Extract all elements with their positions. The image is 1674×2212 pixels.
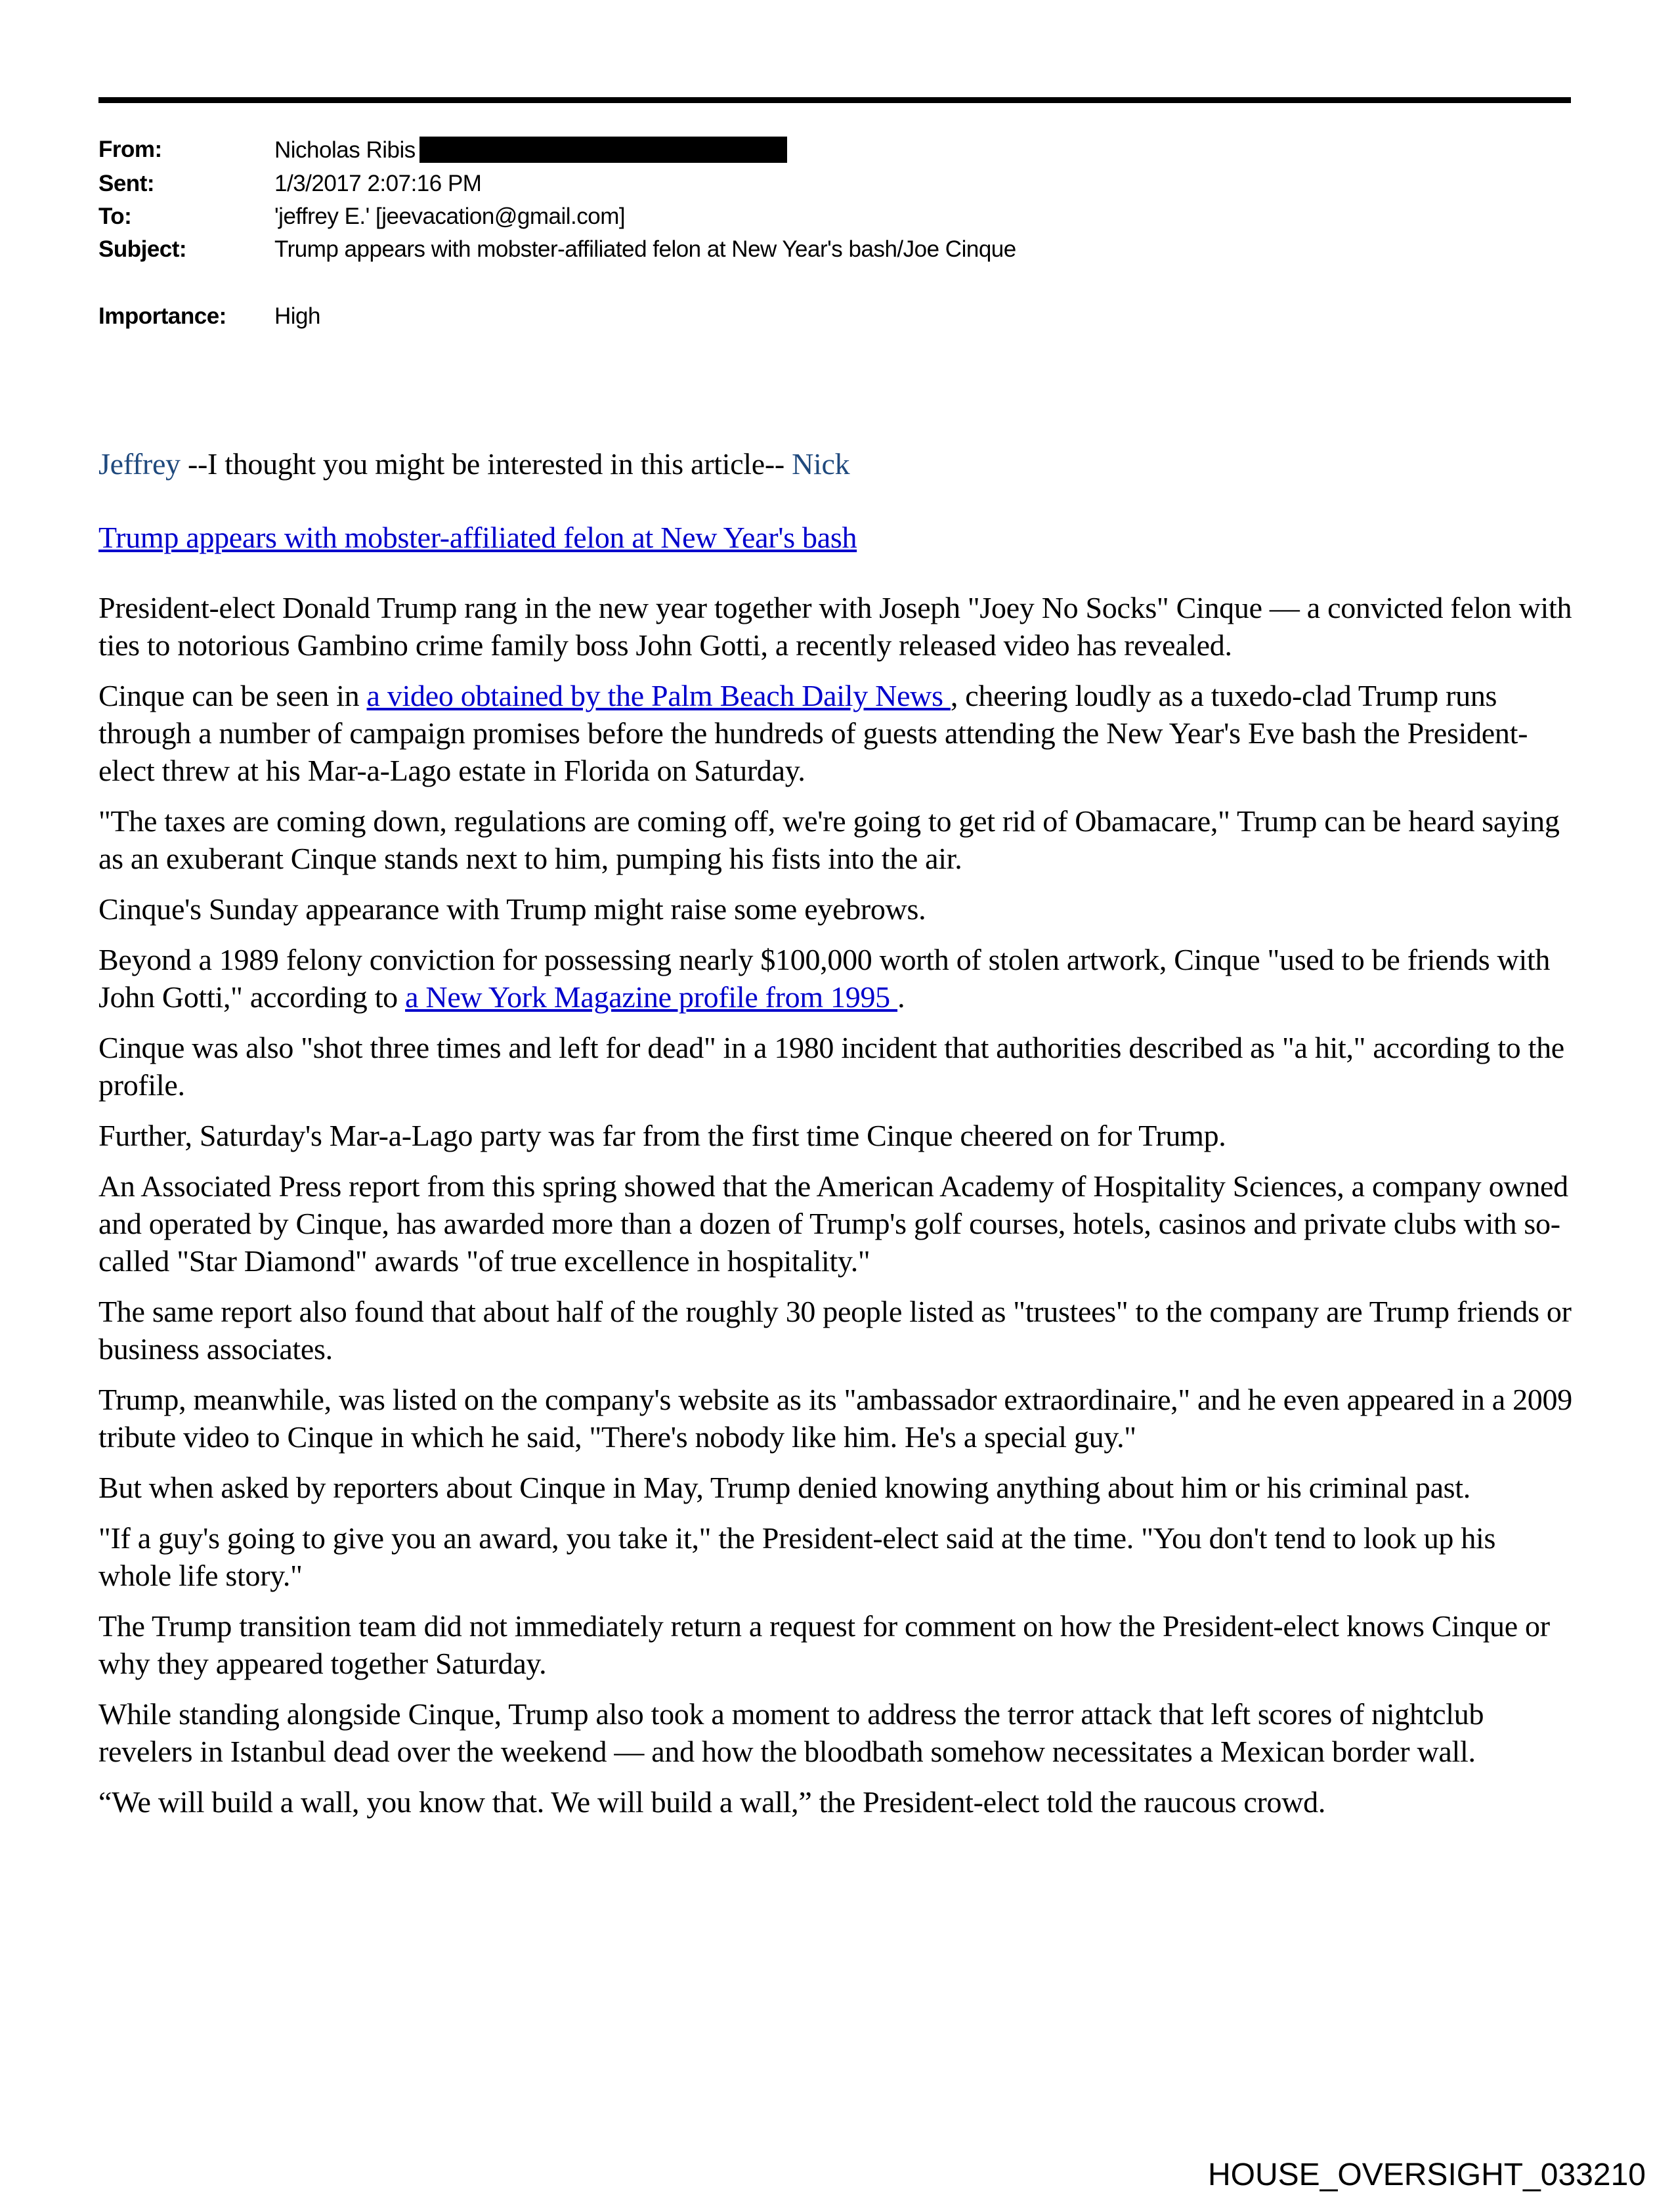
text: Beyond a 1989 felony conviction for possessing nearly $100,000 worth of stolen artwork, Cinque "used to be friends with John Gotti," according to bbox=[98, 943, 1551, 1014]
greeting: Jeffrey bbox=[98, 447, 181, 481]
paragraph: An Associated Press report from this spring showed that the American Academy of Hospitality Sciences, a company owned and operated by Cinque, has awarded more than a dozen of Trump's golf courses, hotels, casinos and private clubs with so-called "Star Diamond" awards "of true excellence in hospitality." bbox=[98, 1169, 1568, 1278]
text: Cinque can be seen in bbox=[98, 679, 367, 712]
paragraph: But when asked by reporters about Cinque in May, Trump denied knowing anything about him or his criminal past. bbox=[98, 1471, 1470, 1504]
paragraph: "If a guy's going to give you an award, you take it," the President-elect said at the time. "You don't tend to look up his whole life story." bbox=[98, 1521, 1496, 1592]
to-value: 'jeffrey E.' [jeevacation@gmail.com] bbox=[274, 204, 626, 229]
sender-name: Nicholas Ribis bbox=[274, 137, 416, 163]
ny-magazine-profile-link[interactable]: a New York Magazine profile from 1995 bbox=[405, 980, 898, 1014]
paragraph: The same report also found that about half of the roughly 30 people listed as "trustees" to the company are Trump friends or business associates. bbox=[98, 1295, 1572, 1366]
paragraph: Further, Saturday's Mar-a-Lago party was far from the first time Cinque cheered on for Trump. bbox=[98, 1119, 1226, 1152]
importance-label: Importance: bbox=[98, 303, 226, 329]
paragraph bbox=[98, 677, 1576, 789]
from-value bbox=[274, 137, 787, 163]
paragraph: "The taxes are coming down, regulations are coming off, we're going to get rid of Obamacare," Trump can be heard saying as an exuberant Cinque stands next to him, pumping his fists into the air. bbox=[98, 804, 1560, 875]
paragraph: President-elect Donald Trump rang in the new year together with Joseph "Joey No Socks" Cinque — a convicted felon with ties to notorious Gambino crime family boss John Gotti, a recently released video has revealed. bbox=[98, 591, 1572, 662]
to-label: To: bbox=[98, 204, 132, 229]
headline bbox=[98, 519, 1576, 556]
palm-beach-video-link[interactable]: a video obtained by the Palm Beach Daily News bbox=[366, 679, 951, 712]
text: . bbox=[897, 980, 905, 1014]
header-rule bbox=[98, 97, 1571, 103]
headline-link[interactable]: Trump appears with mobster-affiliated felon at New Year's bash bbox=[98, 521, 857, 554]
paragraph: While standing alongside Cinque, Trump also took a moment to address the terror attack that left scores of nightclub revelers in Istanbul dead over the weekend — and how the bloodbath somehow necessitates a Mexican border wall. bbox=[98, 1697, 1484, 1768]
importance-value: High bbox=[274, 303, 320, 329]
subject-value: Trump appears with mobster-affiliated felon at New Year's bash/Joe Cinque bbox=[274, 236, 1016, 262]
signature: Nick bbox=[792, 447, 850, 481]
paragraph: The Trump transition team did not immediately return a request for comment on how the President-elect knows Cinque or why they appeared together Saturday. bbox=[98, 1609, 1550, 1680]
paragraph: Cinque's Sunday appearance with Trump might raise some eyebrows. bbox=[98, 892, 926, 926]
redaction-box bbox=[419, 137, 787, 163]
subject-label: Subject: bbox=[98, 236, 187, 262]
text: , cheering loudly as a tuxedo-clad Trump runs through a number of campaign promises before the hundreds of guests attending the New Year's Eve bash the President-elect threw at his Mar-a-Lago estate in Florida on Saturday. bbox=[98, 679, 1528, 787]
paragraph: Trump, meanwhile, was listed on the company's website as its "ambassador extraordinaire," and he even appeared in a 2009 tribute video to Cinque in which he said, "There's nobody like him. He's a special guy." bbox=[98, 1383, 1572, 1454]
intro-message: --I thought you might be interested in this article-- bbox=[180, 447, 792, 481]
sent-value: 1/3/2017 2:07:16 PM bbox=[274, 171, 482, 196]
bates-number: HOUSE_OVERSIGHT_033210 bbox=[1208, 2158, 1646, 2192]
paragraph: Cinque was also "shot three times and left for dead" in a 1980 incident that authorities described as "a hit," according to the profile. bbox=[98, 1031, 1564, 1102]
paragraph bbox=[98, 941, 1576, 1016]
intro-line bbox=[98, 445, 1576, 483]
sent-label: Sent: bbox=[98, 171, 154, 196]
from-label: From: bbox=[98, 137, 162, 162]
paragraph: “We will build a wall, you know that. We will build a wall,” the President-elect told the raucous crowd. bbox=[98, 1785, 1326, 1819]
email-body bbox=[98, 445, 1576, 1834]
